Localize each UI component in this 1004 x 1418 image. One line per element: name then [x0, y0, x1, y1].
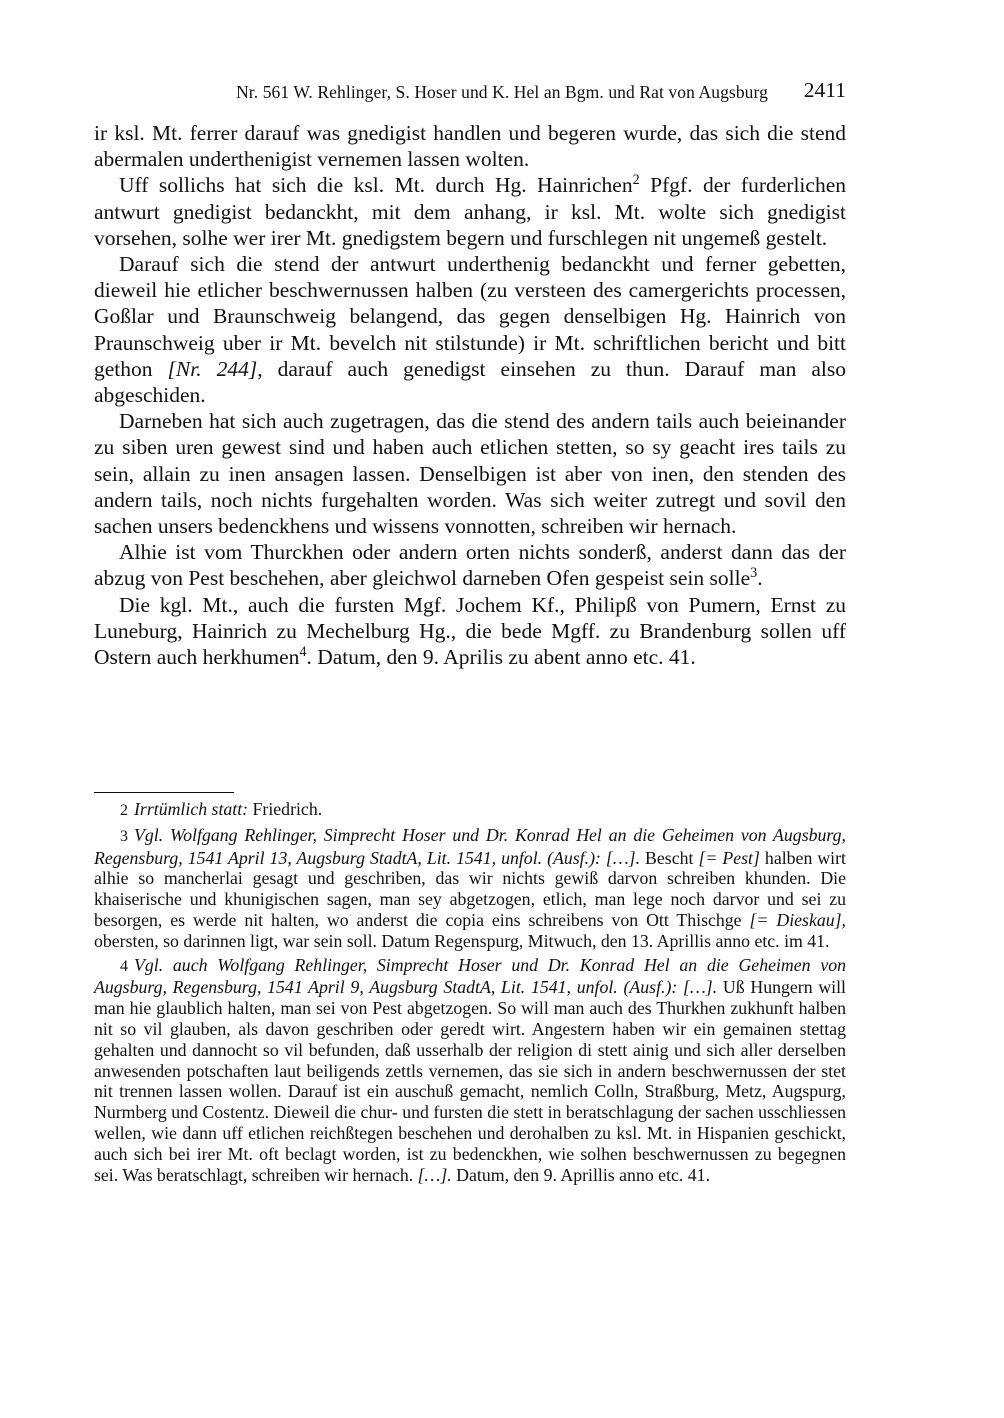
- footnote-text: obersten, so darinnen ligt, war sein soll. Datum Regenspurg, Mitwuch, den 13. Aprillis anno etc. im 41.: [94, 930, 830, 951]
- paragraph-2: [94, 172, 846, 251]
- paragraph-text: .: [757, 566, 763, 591]
- footnote-mark: 4: [120, 957, 128, 975]
- main-text: [94, 120, 846, 670]
- header-title: Nr. 561 W. Rehlinger, S. Hoser und K. Hel an Bgm. und Rat von Augsburg: [236, 82, 768, 102]
- footnote-divider: [94, 792, 234, 793]
- footnote-text: Bescht: [640, 847, 699, 868]
- footnote-2: [94, 799, 846, 822]
- footnote-4: [94, 955, 846, 1186]
- paragraph-text: Uff sollichs hat sich die ksl. Mt. durch Hg. Hainrichen: [119, 173, 633, 198]
- footnote-ref-2: 2: [632, 172, 640, 189]
- paragraph-text: Pfgf. der furderlichen antwurt gnedigist bedanckht, mit dem anhang, ir ksl. Mt. wolte sich gnedigist vorsehen, solhe wer irer Mt. gnedigstem begern und furschlegen nit ungemeß gestelt.: [94, 173, 846, 250]
- paragraph-text: Alhie ist vom Thurckhen oder andern orten nichts sonderß, anderst dann das der abzug von Pest beschehen, aber gleichwol darneben Ofen gespeist sein solle: [94, 540, 846, 591]
- paragraph-text: Darneben hat sich auch zugetragen, das die stend des andern tails auch beieinander zu siben uren gewest sind und haben auch etlichen stetten, so sy geacht ires tails zu sein, allain zu inen ansagen lassen. Denselbigen ist aber von inen, den stenden des andern tails, noch nichts furgehalten worden. Was sich weiter zutregt und sovil den sachen unsers bedenckhens und wissens vonnotten, schreiben wir hernach.: [94, 409, 846, 539]
- footnote-text: Datum, den 9. Aprillis anno etc. 41.: [451, 1164, 711, 1185]
- paragraph-text: Die kgl. Mt., auch die fursten Mgf. Jochem Kf., Philipß von Pumern, Ernst zu Luneburg, Hainrich zu Mechelburg Hg., die bede Mgff. zu Brandenburg sollen uff Ostern auch herkhumen: [94, 592, 846, 670]
- paragraph-text: , darauf auch genedigst einsehen zu thun. Darauf man also abgeschiden.: [94, 356, 846, 408]
- footnote-text: Friedrich.: [248, 799, 323, 819]
- document-reference: [Nr. 244]: [167, 356, 258, 381]
- paragraph-1: [94, 120, 846, 172]
- running-header: [94, 76, 846, 110]
- footnote-citation: Vgl. Wolfgang Rehlinger, Simprecht Hoser und Dr. Konrad Hel an die Geheimen von Augsburg, Regensburg, 1541 April 13, Augsburg StadtA, Lit. 1541, unfol. (Ausf.): […].: [94, 824, 846, 868]
- footnote-text: halben wirt alhie so mancherlai gesagt und geschriben, das wir nichts gewiß darvon schreiben khunden. Die khaiserische und khunigischen sagen, man sey abgetzogen, etlich, man lege noch darvor und sei zu besorgen, es werde nit halten, wo anderst die copia eins schreibens von Ott Thischge: [94, 847, 846, 930]
- footnote-mark: 3: [120, 827, 128, 845]
- paragraph-5: [94, 539, 846, 591]
- footnote-3: [94, 825, 846, 952]
- paragraph-6: [94, 592, 846, 671]
- paragraph-3: [94, 251, 846, 408]
- paragraph-text: . Datum, den 9. Aprilis zu abent anno etc. 41.: [306, 645, 696, 670]
- footnote-text: Uß Hungern will man hie glaublich halten, man sei von Pest abgetzogen. So will man auch des Thurkhen zukhunft halben nit so vil glauben, als davon geschriben oder geredt wirt. Angestern haben wir ein gemainen stettag gehalten und dannocht so vil befunden, daß usserhalb der religion di stett ainig und sich aller derselben anwesenden potschaften laut beiligends zettls vernemen, das sie sich in andern beschwernussen der stet nit trennen lassen wollen. Darauf ist ein auschuß gemacht, nemlich Colln, Straßburg, Metz, Augspurg, Nurmberg und Costentz. Dieweil die chur- und fursten die stett in beratschlagung der sachen usschliessen wellen, wie dann uff etlichen reichßtegen beschehen und derohalben zu ksl. Mt. in Hispanien geschickt, auch sich bei irer Mt. oft beclagt worden, ist zu bedenckhen, wie solhen beschwernussen zu begegnen sei. Was beratschlagt, schreiben wir hernach.: [94, 977, 846, 1185]
- footnote-citation: Vgl. auch Wolfgang Rehlinger, Simprecht Hoser und Dr. Konrad Hel an die Geheimen von Augsburg, Regensburg, 1541 April 9, Augsburg StadtA, Lit. 1541, unfol. (Ausf.): […].: [94, 954, 846, 998]
- footnote-ref-3: 3: [750, 565, 758, 582]
- paragraph-text: ir ksl. Mt. ferrer darauf was gnedigist handlen und begeren wurde, das sich die stend abermalen underthenigist vernemen lassen wolten.: [94, 121, 846, 172]
- footnotes: [94, 799, 846, 1188]
- paragraph-text: Darauf sich die stend der antwurt underthenig bedanckht und ferner gebetten, dieweil hie etlicher beschwernussen halben (zu versteen des camergerichts processen, Goßlar und Braunschweig belangend, das gegen denselbigen Hg. Hainrich von Praunschweig uber ir Mt. bevelch nit stilstunde) ir Mt. schriftlichen bericht und bitt gethon: [94, 252, 846, 381]
- page-number: 2411: [803, 78, 846, 102]
- editorial-gloss: […].: [417, 1164, 452, 1185]
- footnote-mark: 2: [120, 802, 128, 819]
- editorial-gloss: [= Dieskau],: [749, 909, 846, 930]
- paragraph-4: [94, 408, 846, 539]
- footnote-italic: Irrtümlich statt:: [134, 799, 249, 819]
- footnote-ref-4: 4: [299, 644, 307, 661]
- editorial-gloss: [= Pest]: [698, 847, 760, 868]
